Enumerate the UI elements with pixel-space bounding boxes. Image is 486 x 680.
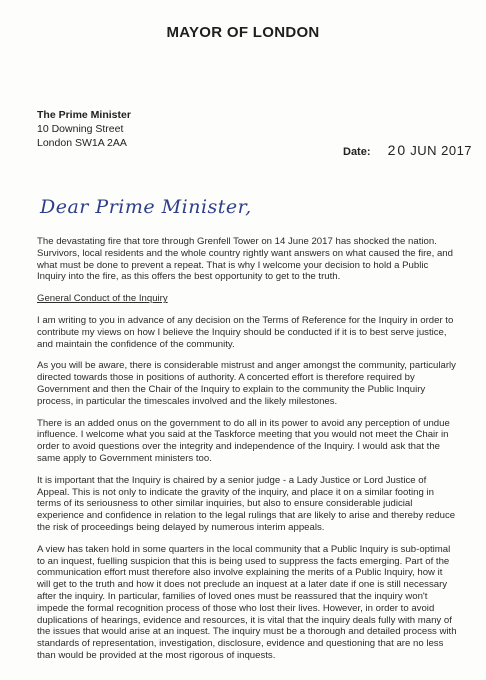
date-day: 20 (387, 142, 408, 158)
recipient-block (37, 108, 131, 150)
recipient-address-line2: London SW1A 2AA (37, 137, 127, 149)
date-month-year: JUN 2017 (410, 143, 473, 158)
paragraph-2: I am writing to you in advance of any decision on the Terms of Reference for the Inquiry in order to contribute my views on how I believe the Inquiry should be conducted if it is to best serve justice, and maintain the confidence of the community. (37, 314, 454, 350)
handwritten-salutation: Dear Prime Minister, (40, 196, 252, 218)
date-label: Date: (343, 146, 371, 158)
section-heading: General Conduct of the Inquiry (37, 293, 168, 305)
paragraph-5: It is important that the Inquiry is chaired by a senior judge - a Lady Justice or Lord Justice of Appeal. This is not only to indicate the gravity of the inquiry, and place it on a similar footing in terms of its seriousness to other similar inquiries, but also to ensure considerable judicial experience and confidence in relation to the legal rulings that are likely to arise and thereby reduce the risk of proceedings being delayed by numerous interim appeals. (37, 474, 456, 533)
date-block (343, 142, 472, 158)
paragraph-intro: The devastating fire that tore through Grenfell Tower on 14 June 2017 has shocked the nation. Survivors, local residents and the whole country rightly want answers on what caused the fire, and what must be done to prevent a repeat. That is why I welcome your decision to hold a Public Inquiry into the fire, as this offers the best opportunity to get to the truth. (37, 236, 453, 283)
recipient-address-line1: 10 Downing Street (37, 123, 124, 135)
letterhead-title: MAYOR OF LONDON (166, 24, 320, 41)
paragraph-4: There is an added onus on the government to do all in its power to avoid any perception of undue influence. I welcome what you said at the Taskforce meeting that you would not meet the Chair in order to avoid questions over the integrity and independence of the Inquiry. I would ask that the same apply to Government ministers too. (37, 417, 450, 464)
recipient-name: The Prime Minister (37, 109, 131, 121)
paragraph-6: A view has taken hold in some quarters in the local community that a Public Inquiry is sub-optimal to an inquest, fuelling suspicion that this is being used to suppress the facts emerging. Part of the communication effort must therefore also involve explaining the merits of a Public Inquiry, how it will get to the truth and how it does not preclude an inquest at a later date if one is still necessary after the inquiry. In particular, families of loved ones must be reassured that the inquiry won't impede the formal recognition process of those who lost their lives. However, in order to avoid duplications of hearings, evidence and resources, it is vital that the inquiry deals fully with many of the issues that would arise at an inquest. The inquiry must be a thorough and detailed process with standards of representation, investigation, disclosure, evidence and questioning that are no less than would be provided at the most rigorous of inquests. (37, 543, 457, 661)
paragraph-3: As you will be aware, there is considerable mistrust and anger amongst the community, particularly directed towards those in positions of authority. A concerted effort is therefore required by Government and then the Chair of the Inquiry to explain to the community the Public Inquiry process, in particular the timescales involved and the likely milestones. (37, 360, 456, 407)
letter-body (37, 236, 457, 672)
